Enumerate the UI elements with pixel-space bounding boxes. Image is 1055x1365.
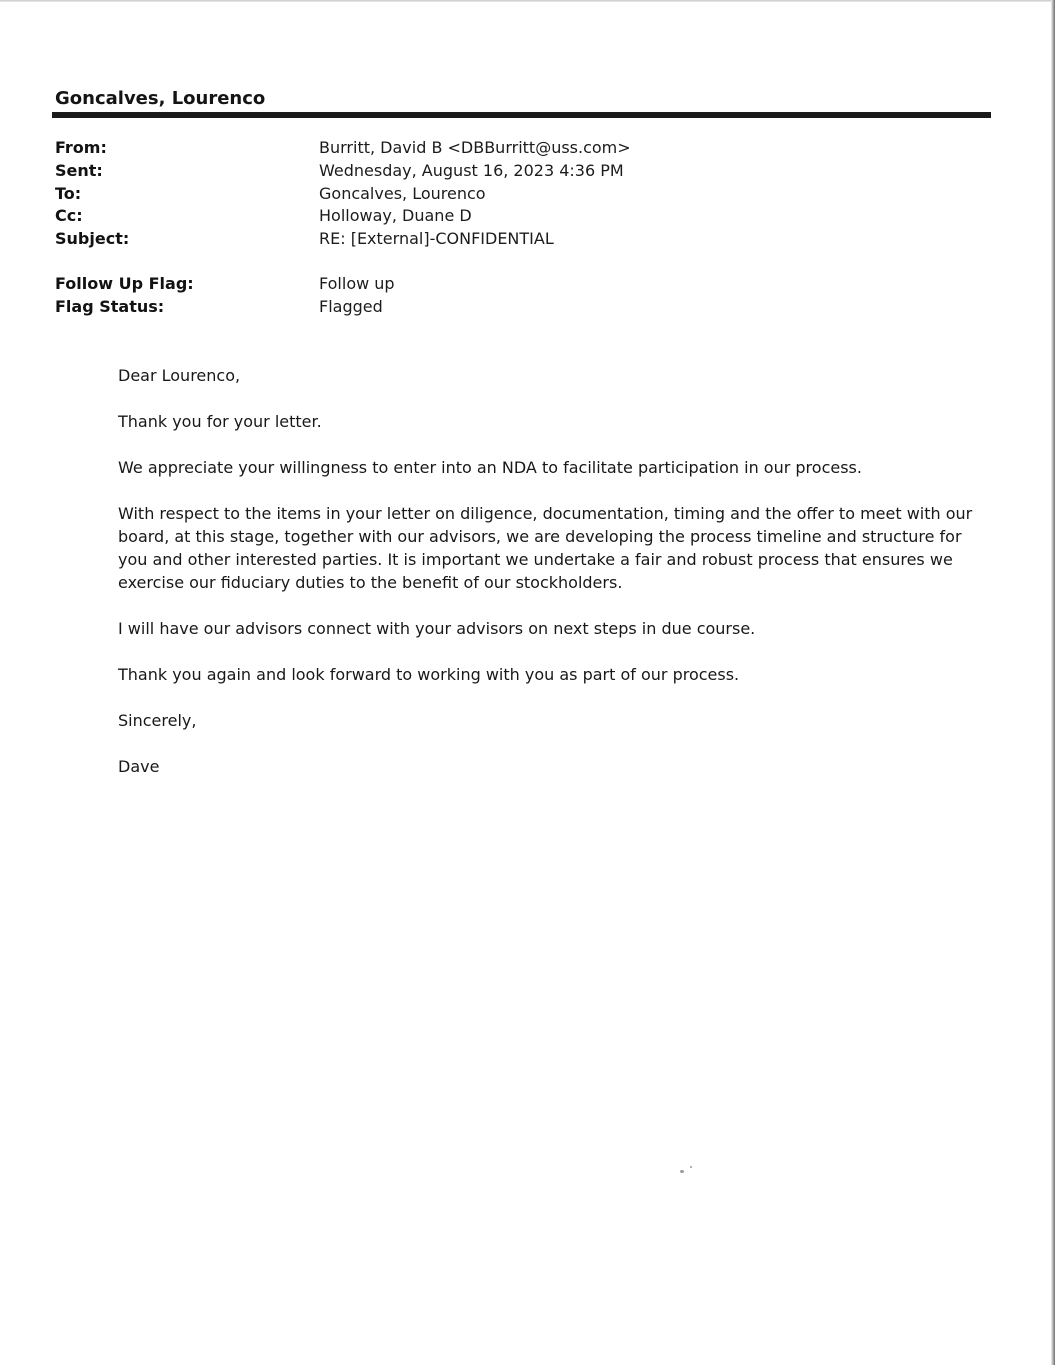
flag-status-value: Flagged: [319, 297, 383, 316]
mailbox-owner-name: Goncalves, Lourenco: [55, 88, 266, 109]
owner-divider: [52, 112, 991, 118]
body-paragraph: With respect to the items in your letter on diligence, documentation, timing and the offer to meet with our board, at this stage, together with our advisors, we are developing the process timeline and structure for you and other interested parties. It is important we undertake a fair and robust process that ensures we exercise our fiduciary duties to the benefit of our stockholders.: [118, 504, 973, 592]
closing: Sincerely,: [118, 711, 197, 730]
flag-status-label: Flag Status:: [55, 297, 165, 316]
to-value: Goncalves, Lourenco: [319, 184, 486, 203]
follow-up-flag-label: Follow Up Flag:: [55, 274, 194, 293]
follow-up-flag-value: Follow up: [319, 274, 395, 293]
sent-label: Sent:: [55, 161, 103, 180]
sent-value: Wednesday, August 16, 2023 4:36 PM: [319, 161, 624, 180]
scan-top-edge: [0, 0, 1055, 2]
scan-right-edge: [1051, 0, 1055, 1365]
signature: Dave: [118, 757, 160, 776]
subject-label: Subject:: [55, 229, 130, 248]
cc-label: Cc:: [55, 206, 83, 225]
body-paragraph: Thank you again and look forward to working with you as part of our process.: [118, 665, 740, 684]
greeting: Dear Lourenco,: [118, 366, 241, 385]
email-body: [118, 364, 993, 801]
body-paragraph: I will have our advisors connect with your advisors on next steps in due course.: [118, 619, 756, 638]
scan-speck: [690, 1166, 692, 1168]
from-label: From:: [55, 138, 107, 157]
to-label: To:: [55, 184, 82, 203]
cc-value: Holloway, Duane D: [319, 206, 472, 225]
from-value: Burritt, David B <DBBurritt@uss.com>: [319, 138, 631, 157]
body-paragraph: We appreciate your willingness to enter into an NDA to facilitate participation in our process.: [118, 458, 862, 477]
body-paragraph: Thank you for your letter.: [118, 412, 322, 431]
scan-speck: [680, 1170, 684, 1173]
subject-value: RE: [External]-CONFIDENTIAL: [319, 229, 554, 248]
